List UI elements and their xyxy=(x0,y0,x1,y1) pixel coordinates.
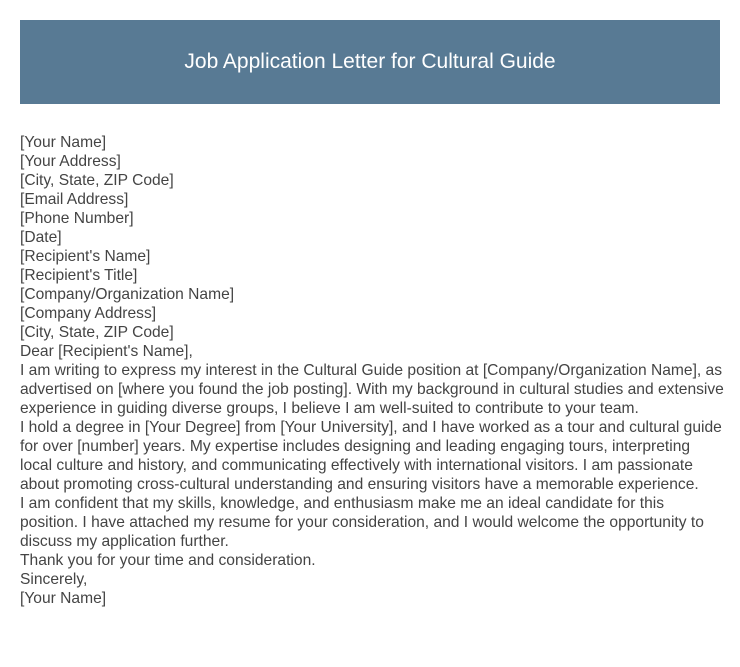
recipient-name: [Recipient's Name] xyxy=(20,248,151,265)
recipient-title: [Recipient's Title] xyxy=(20,267,138,284)
page-title: Job Application Letter for Cultural Guide xyxy=(184,50,556,73)
letter-date: [Date] xyxy=(20,229,62,246)
letter-body xyxy=(20,133,725,608)
paragraph-intro: I am writing to express my interest in the Cultural Guide position at [Company/Organization Name], as advertised on [where you found the job posting]. With my background in cultural studies and extensive experience in guiding diverse groups, I believe I am well-suited to contribute to your team. xyxy=(20,362,724,417)
recipient-company: [Company/Organization Name] xyxy=(20,286,235,303)
sender-email: [Email Address] xyxy=(20,191,129,208)
sender-phone: [Phone Number] xyxy=(20,210,134,227)
sender-city-state-zip: [City, State, ZIP Code] xyxy=(20,172,174,189)
sender-name: [Your Name] xyxy=(20,134,107,151)
signature: [Your Name] xyxy=(20,590,107,607)
recipient-city-state-zip: [City, State, ZIP Code] xyxy=(20,324,174,341)
paragraph-thanks: Thank you for your time and consideration. xyxy=(20,552,316,569)
title-banner xyxy=(20,20,720,104)
paragraph-confidence: I am confident that my skills, knowledge, and enthusiasm make me an ideal candidate for this position. I have attached my resume for your consideration, and I would welcome the opportunity to discuss my application further. xyxy=(20,495,704,550)
paragraph-experience: I hold a degree in [Your Degree] from [Your University], and I have worked as a tour and cultural guide for over [number] years. My expertise includes designing and leading engaging tours, interpreting local culture and history, and communicating effectively with international visitors. I am passionate about promoting cross-cultural understanding and ensuring visitors have a memorable experience. xyxy=(20,419,722,493)
sender-address: [Your Address] xyxy=(20,153,121,170)
salutation: Dear [Recipient's Name], xyxy=(20,343,193,360)
recipient-address: [Company Address] xyxy=(20,305,157,322)
closing: Sincerely, xyxy=(20,571,88,588)
